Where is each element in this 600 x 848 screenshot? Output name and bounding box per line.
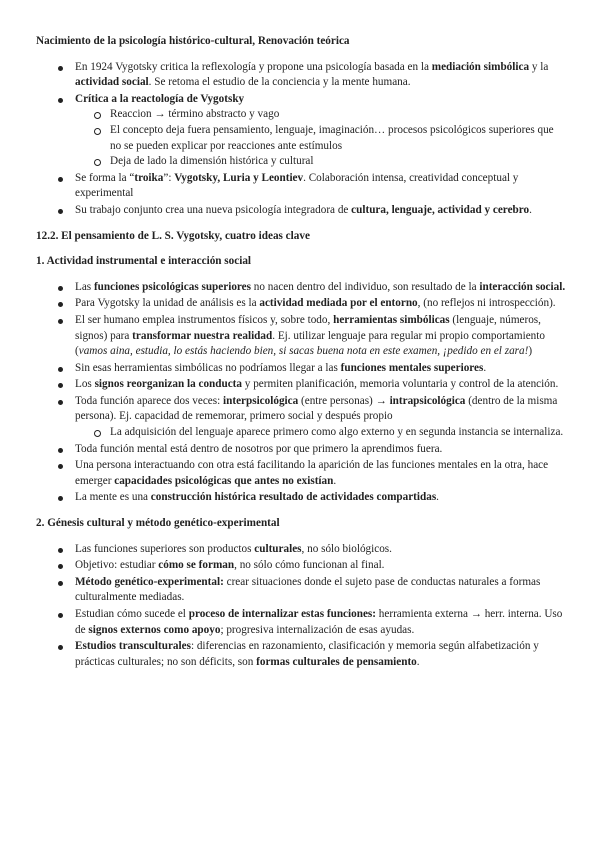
list-item: Estudian cómo sucede el proceso de internalizar estas funciones: herramienta externa → herr. interna. Uso de signos externos como apoyo; progresiva internalización de esas ayudas.	[36, 607, 566, 638]
section-title-ideas: 12.2. El pensamiento de L. S. Vygotsky, cuatro ideas clave	[36, 229, 310, 242]
list-item: Crítica a la reactología de Vygotsky Reaccion → término abstracto y vago El concepto deja fuera pensamiento, lenguaje, imaginación… procesos psicológicos superiores que no se pueden explicar por reacciones ante estímulos Deja de lado la dimensión histórica y cultural	[36, 92, 566, 170]
list-item: En 1924 Vygotsky critica la reflexología y propone una psicología basada en la mediación simbólica y la actividad social. Se retoma el estudio de la conciencia y la mente humana.	[36, 60, 566, 91]
list-item: La mente es una construcción histórica resultado de actividades compartidas.	[36, 490, 566, 506]
list-item: Estudios transculturales: diferencias en razonamiento, clasificación y memoria según alfabetización y prácticas culturales; no son déficits, son formas culturales de pensamiento.	[36, 639, 566, 670]
intro-list	[36, 60, 566, 219]
section-title-s1: 1. Actividad instrumental e interacción social	[36, 255, 252, 268]
list-item: Su trabajo conjunto crea una nueva psicología integradora de cultura, lenguaje, actividad y cerebro.	[36, 203, 566, 219]
list-item: Toda función mental está dentro de nosotros por que primero la aprendimos fuera.	[36, 442, 566, 458]
section-title-intro: Nacimiento de la psicología histórico-cultural, Renovación teórica	[36, 35, 350, 47]
sub-list-item: La adquisición del lenguaje aparece primero como algo externo y en segunda instancia se internaliza.	[75, 425, 566, 441]
sub-list	[75, 425, 566, 441]
list-item: Sin esas herramientas simbólicas no podríamos llegar a las funciones mentales superiores.	[36, 361, 566, 377]
s1-list	[36, 280, 566, 506]
sub-list-item: Reaccion → término abstracto y vago	[75, 107, 566, 123]
list-item: Toda función aparece dos veces: interpsicológica (entre personas) → intrapsicológica (dentro de la misma persona). Ej. capacidad de rememorar, primero social y después propio La adquisición del lenguaje aparece primero como algo externo y en segunda instancia se internaliza.	[36, 394, 566, 441]
sub-list	[75, 107, 566, 169]
list-item: Para Vygotsky la unidad de análisis es la actividad mediada por el entorno, (no reflejos ni introspección).	[36, 296, 566, 312]
list-item: Método genético-experimental: crear situaciones donde el sujeto pase de conductas naturales a formas culturalmente mediadas.	[36, 575, 566, 606]
list-item: Se forma la “troika”: Vygotsky, Luria y Leontiev. Colaboración intensa, creatividad conceptual y experimental	[36, 171, 566, 202]
document-page	[36, 34, 566, 671]
sub-list-item: El concepto deja fuera pensamiento, lenguaje, imaginación… procesos psicológicos superiores que no se pueden explicar por reacciones ante estímulos	[75, 123, 566, 154]
list-item: Las funciones psicológicas superiores no nacen dentro del individuo, son resultado de la interacción social.	[36, 280, 566, 296]
section-title-s2: 2. Génesis cultural y método genético-experimental	[36, 517, 280, 530]
list-item: El ser humano emplea instrumentos físicos y, sobre todo, herramientas simbólicas (lenguaje, números, signos) para transformar nuestra realidad. Ej. utilizar lenguaje para regular mi propio comportamiento (vamos aina, estudia, lo estás haciendo bien, si sacas buena nota en este examen, ¡pedido en el zara!)	[36, 313, 566, 360]
list-item: Objetivo: estudiar cómo se forman, no sólo cómo funcionan al final.	[36, 558, 566, 574]
sub-list-item: Deja de lado la dimensión histórica y cultural	[75, 154, 566, 170]
list-item: Una persona interactuando con otra está facilitando la aparición de las funciones mentales en la otra, hace emerger capacidades psicológicas que antes no existían.	[36, 458, 566, 489]
list-item: Las funciones superiores son productos culturales, no sólo biológicos.	[36, 542, 566, 558]
s2-list	[36, 542, 566, 671]
list-item: Los signos reorganizan la conducta y permiten planificación, memoria voluntaria y control de la atención.	[36, 377, 566, 393]
